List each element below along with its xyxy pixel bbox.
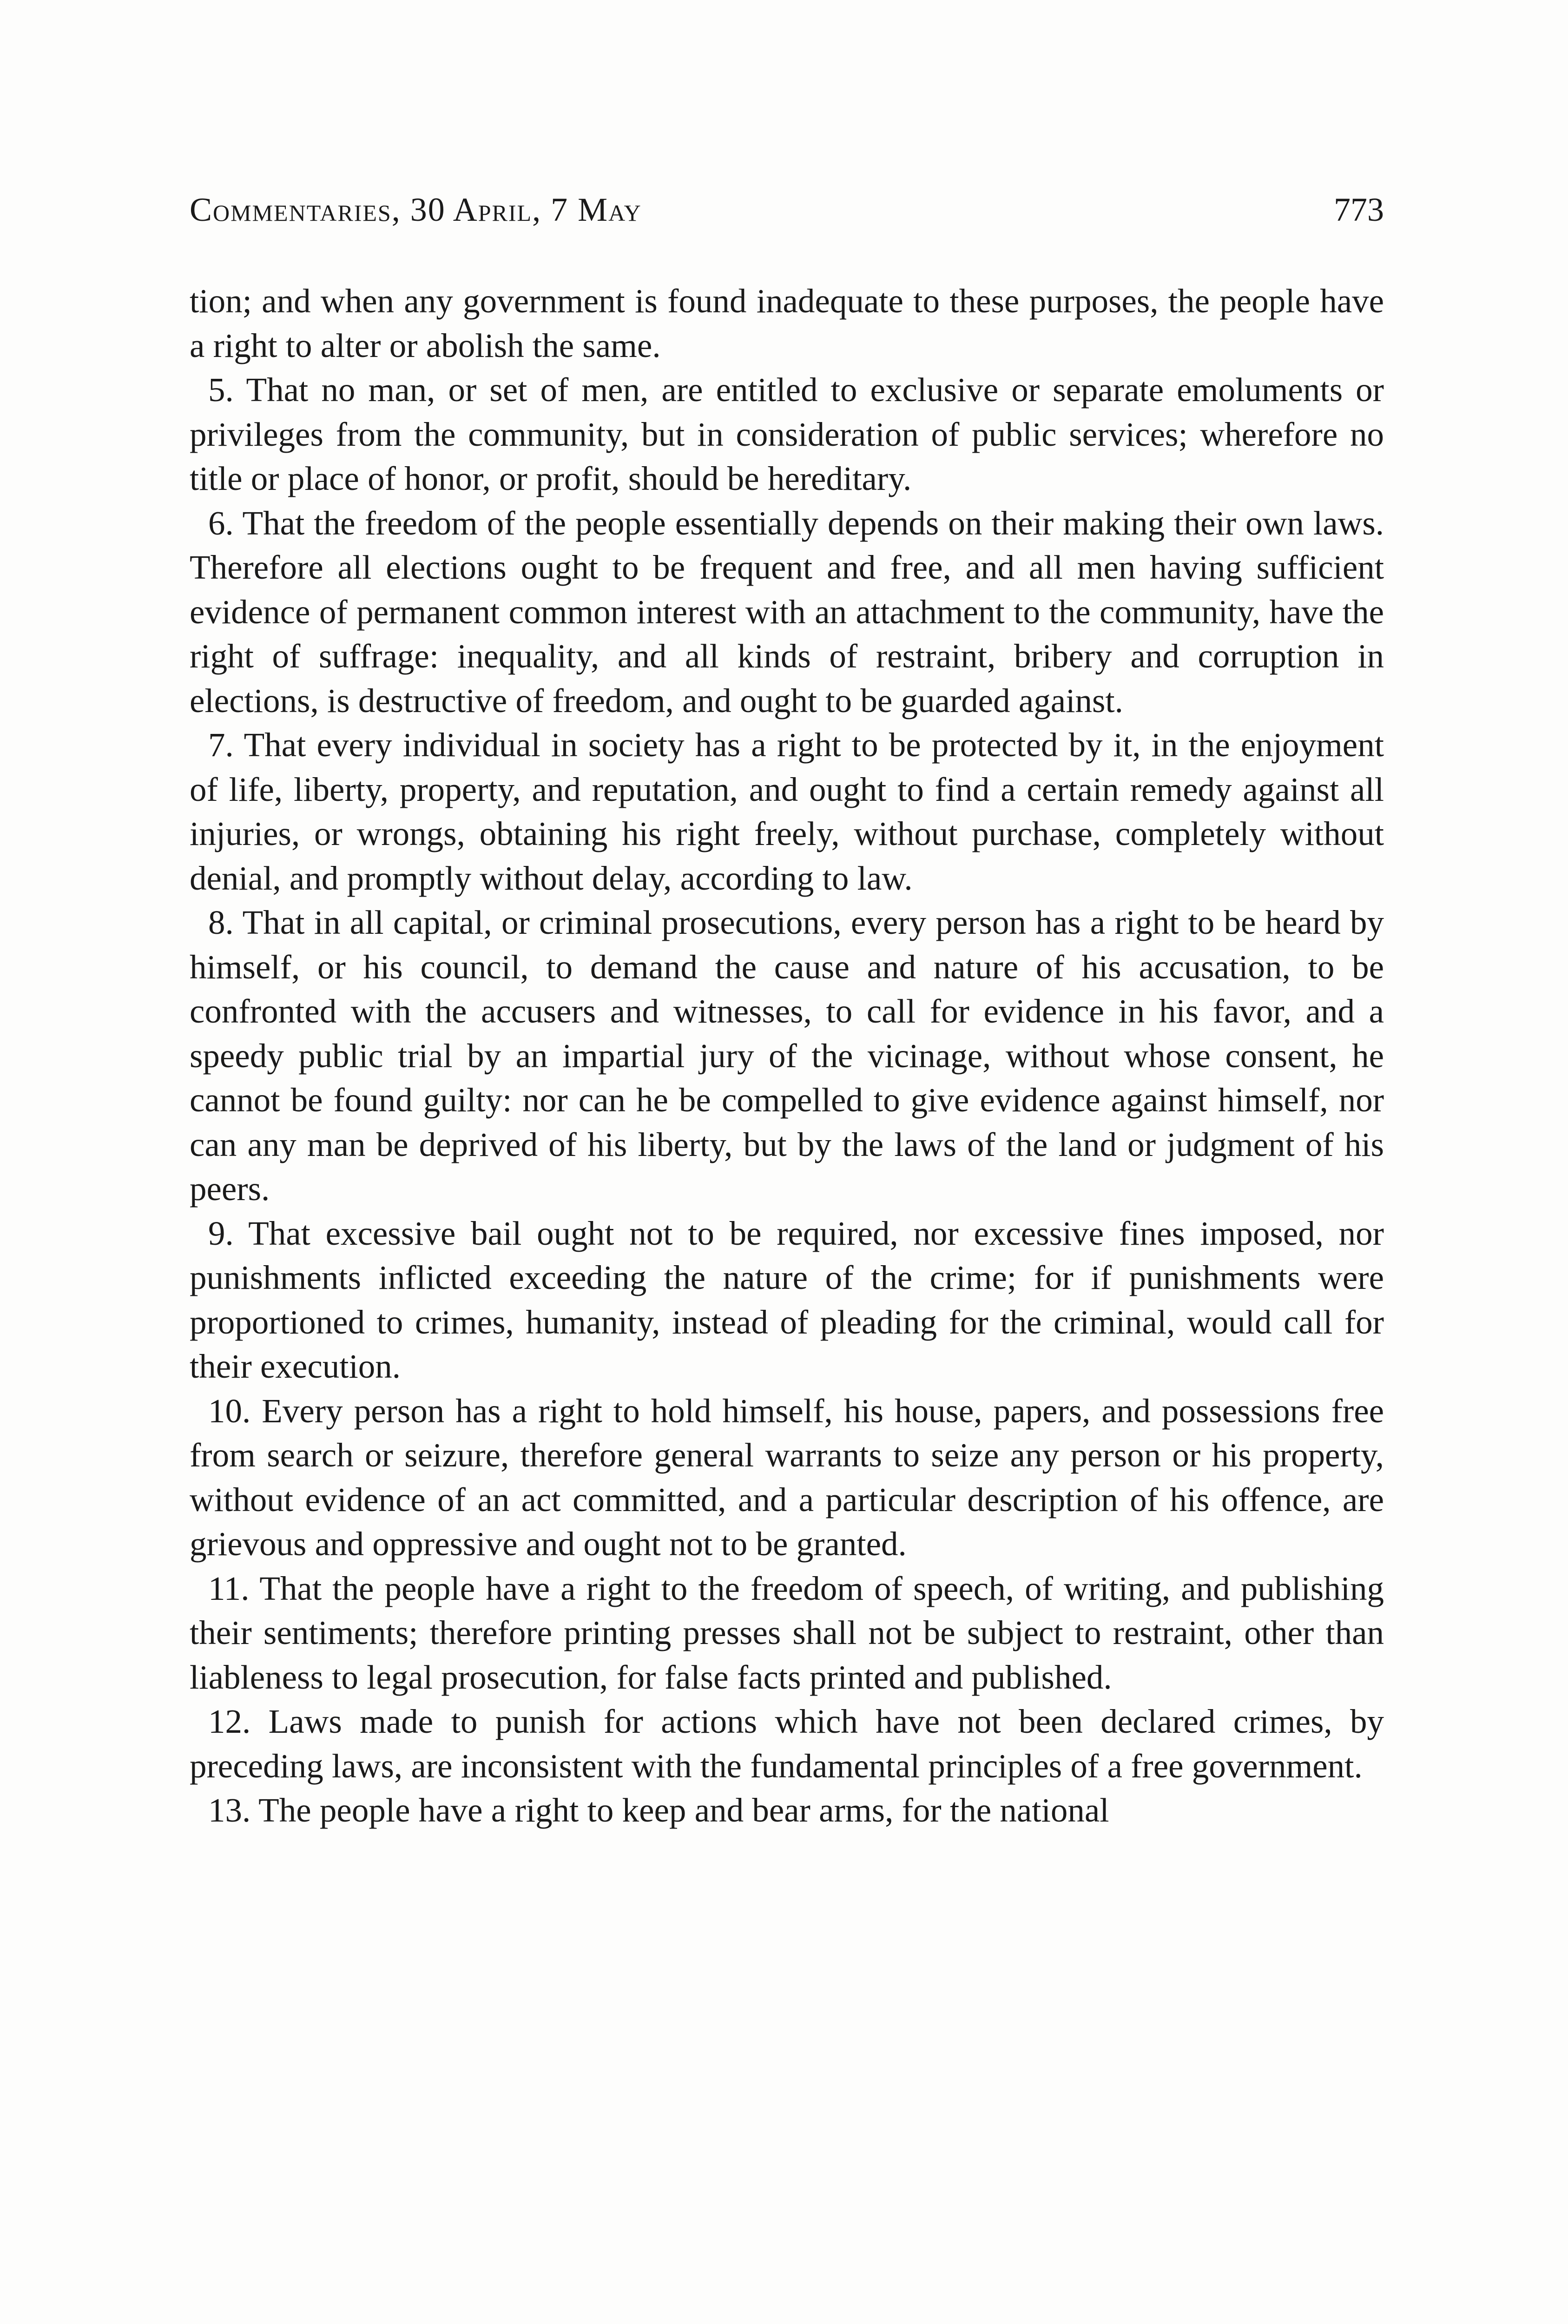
paragraph-article-13: 13. The people have a right to keep and bear arms, for the national <box>208 1791 1109 1829</box>
paragraph-article-7: 7. That every individual in society has a right to be protected by it, in the enjoyment of life, liberty, property, and reputation, and ought to find a certain remedy against all injuries, or wrongs, obtaining his right freely, without purchase, completely without denial, and promptly without delay, according to law. <box>190 726 1384 897</box>
paragraph-article-5: 5. That no man, or set of men, are entitled to exclusive or separate emoluments or privileges from the community, but in consideration of public services; wherefore no title or place of honor, or profit, should be hereditary. <box>190 371 1384 497</box>
paragraph-continuation: tion; and when any government is found inadequate to these purposes, the people have a right to alter or abolish the same. <box>190 282 1384 364</box>
body-text <box>190 279 1384 1833</box>
paragraph-article-6: 6. That the freedom of the people essentially depends on their making their own laws. Therefore all elections ought to be frequent and free, and all men having sufficient evidence of permanent common interest with an attachment to the community, have the right of suffrage: inequality, and all kinds of restraint, bribery and corruption in elections, is destructive of freedom, and ought to be guarded against. <box>190 504 1384 720</box>
paragraph-article-8: 8. That in all capital, or criminal prosecutions, every person has a right to be heard by himself, or his council, to demand the cause and nature of his accusation, to be confronted with the accusers and witnesses, to call for evidence in his favor, and a speedy public trial by an impartial jury of the vicinage, without whose consent, he cannot be found guilty: nor can he be compelled to give evidence against himself, nor can any man be deprived of his liberty, but by the laws of the land or judgment of his peers. <box>190 904 1384 1208</box>
paragraph-article-10: 10. Every person has a right to hold himself, his house, papers, and possessions free from search or seizure, therefore general warrants to seize any person or his property, without evidence of an act committed, and a particular description of his offence, are grievous and oppressive and ought not to be granted. <box>190 1392 1384 1563</box>
running-title: Commentaries, 30 April, 7 May <box>190 191 642 228</box>
paragraph-article-11: 11. That the people have a right to the freedom of speech, of writing, and publishing their sentiments; therefore printing presses shall not be subject to restraint, other than liableness to legal prosecution, for false facts printed and published. <box>190 1569 1384 1696</box>
paragraph-article-9: 9. That excessive bail ought not to be required, nor excessive fines imposed, nor punishments inflicted exceeding the nature of the crime; for if punishments were proportioned to crimes, humanity, instead of pleading for the criminal, would call for their execution. <box>190 1214 1384 1385</box>
running-head <box>190 191 1384 242</box>
page-number: 773 <box>1334 191 1384 228</box>
paragraph-article-12: 12. Laws made to punish for actions which have not been declared crimes, by preceding laws, are inconsistent with the fundamental principles of a free government. <box>190 1703 1384 1785</box>
